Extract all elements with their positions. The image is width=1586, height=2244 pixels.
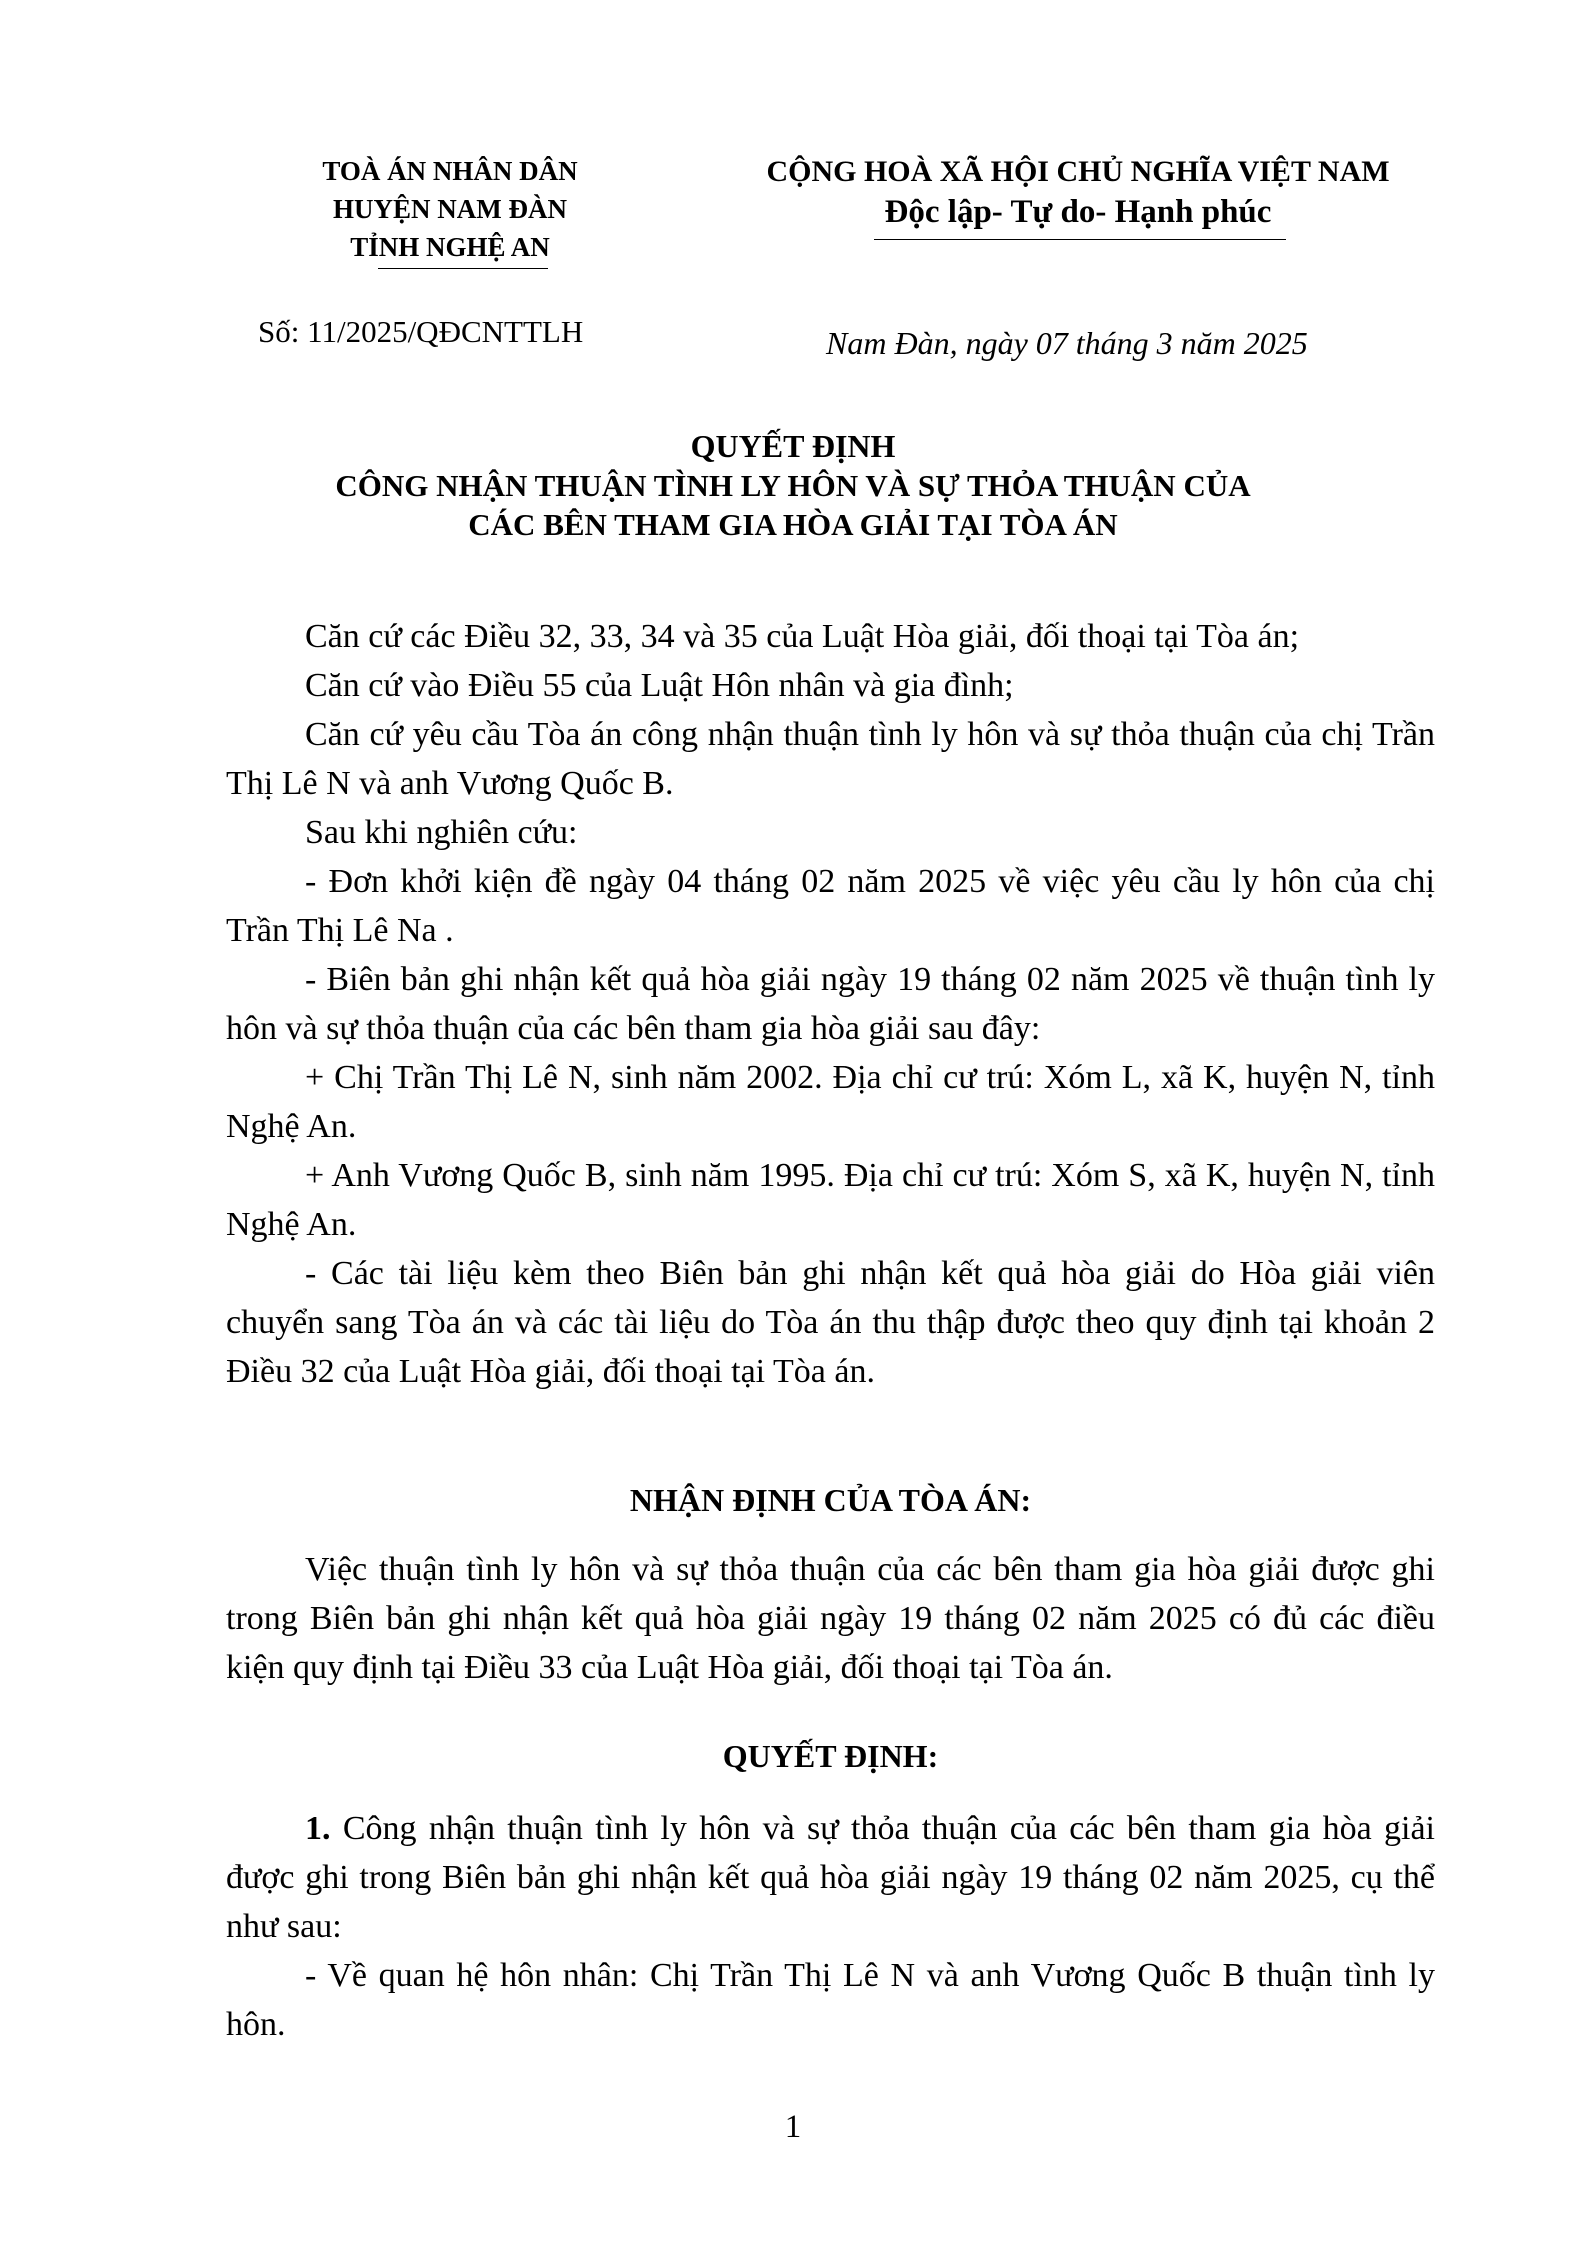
item-text: Công nhận thuận tình ly hôn và sự thỏa thuận của các bên tham gia hòa giải được ghi trong Biên bản ghi nhận kết quả hòa giải ngày 19 tháng 02 năm 2025, cụ thể như sau:	[226, 1810, 1435, 1945]
item-number: 1.	[305, 1810, 331, 1847]
preamble-para: Căn cứ yêu cầu Tòa án công nhận thuận tình ly hôn và sự thỏa thuận của chị Trần Thị Lê N và anh Vương Quốc B.	[226, 716, 1435, 802]
party-info: + Anh Vương Quốc B, sinh năm 1995. Địa chỉ cư trú: Xóm S, xã K, huyện N, tỉnh Nghệ An.	[226, 1157, 1435, 1243]
document-title	[240, 427, 1346, 544]
preamble-para: Sau khi nghiên cứu:	[305, 814, 578, 851]
motto-underline	[874, 239, 1286, 240]
title-line-2: CÔNG NHẬN THUẬN TÌNH LY HÔN VÀ SỰ THỎA THUẬN CỦA	[335, 468, 1251, 503]
court-name-line: TOÀ ÁN NHÂN DÂN	[322, 156, 578, 186]
court-district-line: HUYỆN NAM ĐÀN	[333, 194, 567, 224]
decision-item-2: - Về quan hệ hôn nhân: Chị Trần Thị Lê N và anh Vương Quốc B thuận tình ly hôn.	[226, 1957, 1435, 2043]
court-underline	[378, 268, 548, 269]
preamble-para: - Đơn khởi kiện đề ngày 04 tháng 02 năm 2025 về việc yêu cầu ly hôn của chị Trần Thị Lê Na .	[226, 863, 1435, 949]
court-province-line: TỈNH NGHỆ AN	[350, 232, 550, 262]
place-date: Nam Đàn, ngày 07 tháng 3 năm 2025	[826, 325, 1308, 361]
page-number: 1	[784, 2109, 802, 2145]
document-number: Số: 11/2025/QĐCNTTLH	[258, 314, 584, 349]
preamble-para: Căn cứ vào Điều 55 của Luật Hôn nhân và gia đình;	[305, 667, 1014, 704]
decision-heading-text: QUYẾT ĐỊNH:	[722, 1738, 939, 1774]
section-heading-findings: NHẬN ĐỊNH CỦA TÒA ÁN:	[629, 1482, 1032, 1518]
title-line-3: CÁC BÊN THAM GIA HÒA GIẢI TẠI TÒA ÁN	[468, 507, 1118, 542]
court-name-block	[230, 152, 670, 266]
motto: Độc lập- Tự do- Hạnh phúc	[884, 194, 1272, 230]
title-line-1: QUYẾT ĐỊNH	[690, 428, 896, 464]
country-name: CỘNG HOÀ XÃ HỘI CHỦ NGHĨA VIỆT NAM	[766, 155, 1390, 188]
party-info: + Chị Trần Thị Lê N, sinh năm 2002. Địa chỉ cư trú: Xóm L, xã K, huyện N, tỉnh Nghệ An.	[226, 1059, 1435, 1145]
preamble-para: Căn cứ các Điều 32, 33, 34 và 35 của Luật Hòa giải, đối thoại tại Tòa án;	[305, 618, 1300, 655]
findings-text: Việc thuận tình ly hôn và sự thỏa thuận của các bên tham gia hòa giải được ghi trong Biên bản ghi nhận kết quả hòa giải ngày 19 tháng 02 năm 2025 có đủ các điều kiện quy định tại Điều 33 của Luật Hòa giải, đối thoại tại Tòa án.	[226, 1551, 1435, 1686]
national-motto-block	[700, 152, 1456, 232]
decision-item-1	[226, 1804, 1435, 1951]
preamble-para: - Biên bản ghi nhận kết quả hòa giải ngày 19 tháng 02 năm 2025 về thuận tình ly hôn và sự thỏa thuận của các bên tham gia hòa giải sau đây:	[226, 961, 1435, 1047]
preamble-para: - Các tài liệu kèm theo Biên bản ghi nhận kết quả hòa giải do Hòa giải viên chuyển sang Tòa án và các tài liệu do Tòa án thu thập được theo quy định tại khoản 2 Điều 32 của Luật Hòa giải, đối thoại tại Tòa án.	[226, 1255, 1435, 1390]
section-heading-decision	[226, 1734, 1435, 1778]
